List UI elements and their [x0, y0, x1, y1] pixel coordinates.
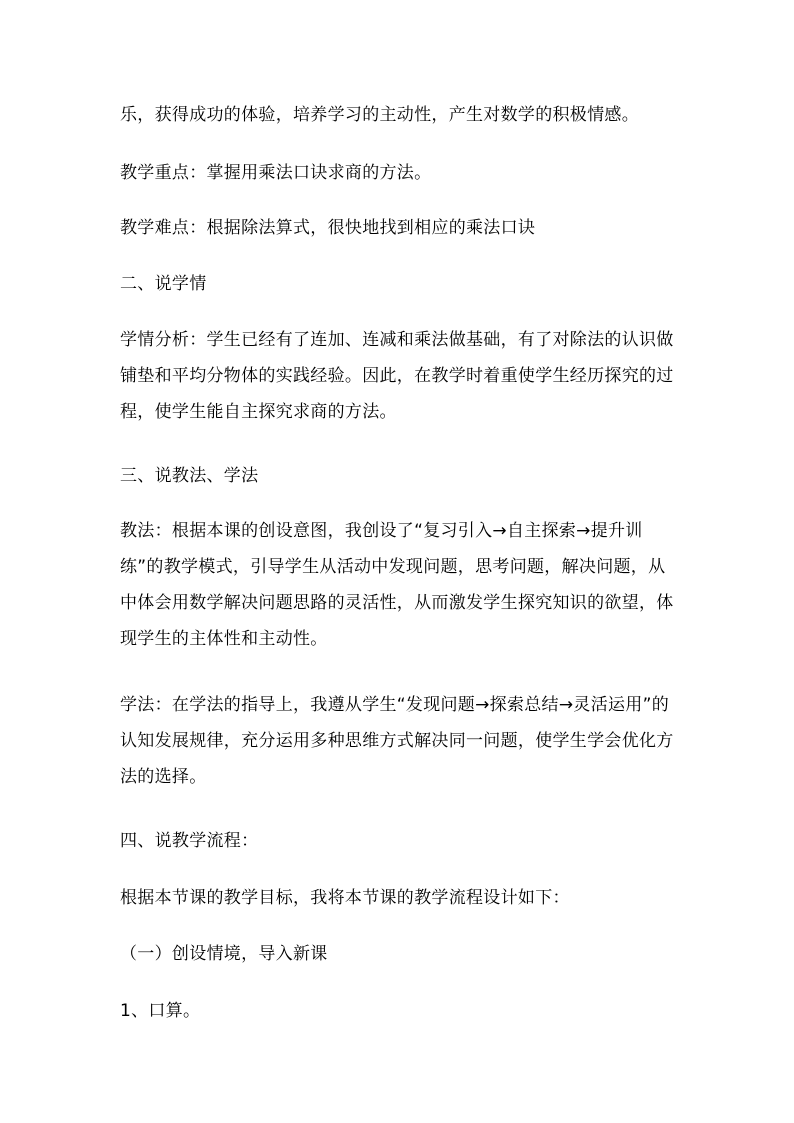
paragraph-teaching-focus: 教学重点：掌握用乘法口诀求商的方法。	[120, 163, 432, 183]
section-heading-teaching-process: 四、说教学流程：	[120, 831, 259, 851]
paragraph-learning-method: 学法：在学法的指导上，我遵从学生“发现问题→探索总结→灵活运用”的认知发展规律，充分运用多种思维方式解决同一问题，使学生学会优化方法的选择。	[120, 695, 674, 787]
paragraph-teaching-difficulty: 教学难点：根据除法算式，很快地找到相应的乘法口诀	[120, 218, 536, 238]
paragraph-learner-analysis: 学情分析：学生已经有了连加、连减和乘法做基础，有了对除法的认识做铺垫和平均分物体的实践经验。因此，在教学时着重使学生经历探究的过程，使学生能自主探究求商的方法。	[120, 330, 674, 422]
section-heading-methods: 三、说教法、学法	[120, 466, 259, 486]
paragraph-intro-continuation: 乐，获得成功的体验，培养学习的主动性，产生对数学的积极情感。	[120, 105, 639, 125]
subheading-create-situation: （一）创设情境，导入新课	[120, 944, 328, 964]
paragraph-teaching-method: 教法：根据本课的创设意图，我创设了“复习引入→自主探索→提升训练”的教学模式，引导学生从活动中发现问题，思考问题，解决问题，从中体会用数学解决问题思路的灵活性，从而激发学生探究知识的欲望，体现学生的主体性和主动性。	[120, 521, 674, 649]
list-item-oral-calculation: 1、口算。	[120, 1001, 201, 1021]
paragraph-process-intro: 根据本节课的教学目标，我将本节课的教学流程设计如下：	[120, 888, 570, 908]
section-heading-learner-analysis: 二、说学情	[120, 274, 207, 294]
